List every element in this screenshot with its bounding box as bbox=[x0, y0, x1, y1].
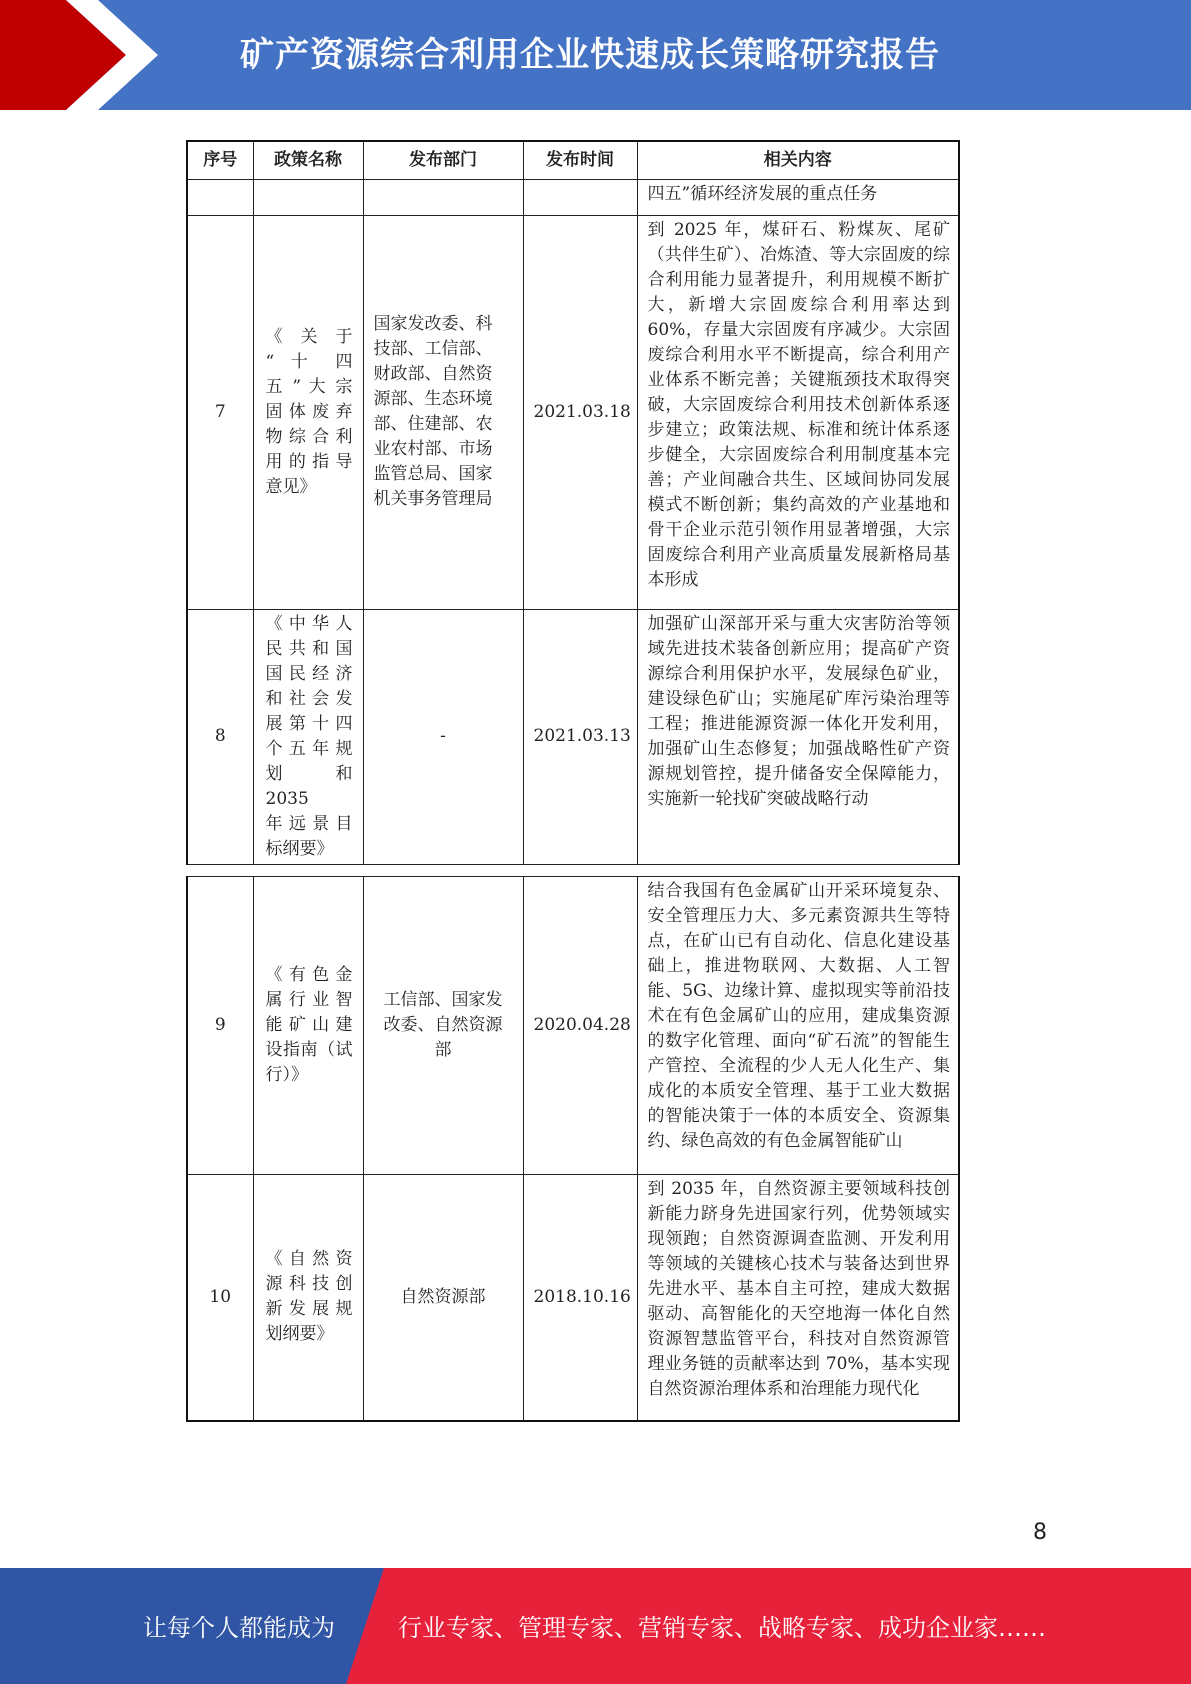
policy-name bbox=[253, 877, 363, 1175]
table-row bbox=[187, 1175, 959, 1421]
dept-line: 改委、自然资源 bbox=[383, 1015, 503, 1035]
policy-name-line: 个 五 年 规 bbox=[265, 738, 353, 759]
column-header-name: 政策名称 bbox=[253, 141, 363, 179]
dept-line: 业农村部、市场 bbox=[373, 439, 493, 459]
dept-line: 源部、生态环境 bbox=[373, 389, 493, 409]
column-header-date: 发布时间 bbox=[523, 141, 637, 179]
policy-name-line: 和 社 会 发 bbox=[265, 688, 353, 709]
policy-name bbox=[253, 215, 363, 609]
policy-name-line: 五 ” 大 宗 bbox=[265, 376, 353, 397]
page-footer bbox=[0, 1568, 1191, 1684]
policy-name-line: 标纲要》 bbox=[265, 838, 334, 859]
column-header-dept: 发布部门 bbox=[363, 141, 523, 179]
policy-name-line: 《 自 然 资 bbox=[265, 1249, 353, 1270]
footer-slogan-right: 行业专家、管理专家、营销专家、战略专家、成功企业家…… bbox=[398, 1614, 1046, 1642]
policy-name-line: 划纲要》 bbox=[265, 1324, 334, 1345]
policy-name-line: “ 十 四 bbox=[265, 351, 353, 372]
policy-name-line: 民 共 和 国 bbox=[265, 638, 353, 659]
policy-name-line: 展 第 十 四 bbox=[265, 713, 353, 734]
issuing-department bbox=[363, 609, 523, 864]
policy-name-line: 年 远 景 目 bbox=[265, 813, 353, 834]
table-header-row bbox=[187, 141, 959, 179]
table-row bbox=[187, 215, 959, 609]
policy-name-line: 设指南（试 bbox=[265, 1040, 353, 1060]
policy-name-line: 《 关 于 bbox=[265, 326, 353, 347]
policy-name-line: 新 发 展 规 bbox=[265, 1299, 353, 1320]
policy-name-line: 属 行 业 智 bbox=[265, 990, 353, 1010]
policy-table-part-2 bbox=[186, 876, 960, 1422]
policy-name bbox=[253, 609, 363, 864]
footer-slogan-left: 让每个人都能成为 bbox=[143, 1614, 335, 1642]
publish-date: 2018.10.16 bbox=[523, 1175, 637, 1421]
policy-name-line: 国 民 经 济 bbox=[265, 663, 353, 684]
policy-table-part-1 bbox=[186, 140, 960, 865]
table-row bbox=[187, 877, 959, 1175]
empty-cell bbox=[187, 179, 253, 215]
issuing-department bbox=[363, 877, 523, 1175]
policy-name-line: 源 科 技 创 bbox=[265, 1274, 353, 1295]
policy-name-line: 行）》 bbox=[265, 1065, 308, 1085]
row-no: 10 bbox=[187, 1175, 253, 1421]
page-number: 8 bbox=[1033, 1520, 1047, 1545]
policy-name-line: 划 和 2035 bbox=[265, 763, 353, 809]
policy-name-line: 《 中 华 人 bbox=[265, 613, 353, 634]
policy-name-line: 意见》 bbox=[265, 476, 317, 497]
dept-line: 部、住建部、农 bbox=[373, 414, 493, 434]
column-header-content: 相关内容 bbox=[637, 141, 959, 179]
dept-line: 机关事务管理局 bbox=[373, 489, 493, 509]
dept-line: 监管总局、国家 bbox=[373, 464, 493, 484]
empty-cell bbox=[523, 179, 637, 215]
dept-line: 工信部、国家发 bbox=[383, 990, 503, 1010]
related-content: 加强矿山深部开采与重大灾害防治等领域先进技术装备创新应用；提高矿产资源综合利用保护水平，发展绿色矿业，建设绿色矿山；实施尾矿库污染治理等工程；推进能源资源一体化开发利用，加强矿山生态修复；加强战略性矿产资源规划管控，提升储备安全保障能力，实施新一轮找矿突破战略行动 bbox=[637, 609, 959, 864]
empty-cell bbox=[253, 179, 363, 215]
dept-line: 技部、工信部、 bbox=[373, 339, 493, 359]
dept-line: 国家发改委、科 bbox=[373, 314, 493, 334]
page-header bbox=[0, 0, 1191, 110]
dept-line: 部 bbox=[434, 1040, 452, 1060]
row-no: 9 bbox=[187, 877, 253, 1175]
table-row bbox=[187, 609, 959, 864]
issuing-department bbox=[363, 215, 523, 609]
column-header-no: 序号 bbox=[187, 141, 253, 179]
row-no: 7 bbox=[187, 215, 253, 609]
empty-cell bbox=[363, 179, 523, 215]
publish-date: 2021.03.18 bbox=[523, 215, 637, 609]
related-content: 到 2025 年，煤矸石、粉煤灰、尾矿（共伴生矿）、冶炼渣、等大宗固废的综合利用能力显著提升，利用规模不断扩大，新增大宗固废综合利用率达到 60%，存量大宗固废有序减少。大宗固废综合利用水平不断提高，综合利用产业体系不断完善；关键瓶颈技术取得突破，大宗固废综合利用技术创新体系逐步建立；政策法规、标准和统计体系逐步健全，大宗固废综合利用制度基本完善；产业间融合共生、区域间协同发展模式不断创新；集约高效的产业基地和骨干企业示范引领作用显著增强，大宗固废综合利用产业高质量发展新格局基本形成 bbox=[637, 215, 959, 609]
policy-name-line: 物 综 合 利 bbox=[265, 426, 353, 447]
related-content: 到 2035 年，自然资源主要领域科技创新能力跻身先进国家行列，优势领域实现领跑；自然资源调查监测、开发利用等领域的关键核心技术与装备达到世界先进水平、基本自主可控，建成大数据驱动、高智能化的天空地海一体化自然资源智慧监管平台，科技对自然资源管理业务链的贡献率达到 70%，基本实现自然资源治理体系和治理能力现代化 bbox=[637, 1175, 959, 1421]
issuing-department bbox=[363, 1175, 523, 1421]
table-row-continuation bbox=[187, 179, 959, 215]
policy-name bbox=[253, 1175, 363, 1421]
dept-line: 财政部、自然资 bbox=[373, 364, 493, 384]
policy-name-line: 《 有 色 金 bbox=[265, 965, 353, 985]
dept-line: 自然资源部 bbox=[400, 1286, 486, 1307]
row-no: 8 bbox=[187, 609, 253, 864]
report-title: 矿产资源综合利用企业快速成长策略研究报告 bbox=[240, 35, 940, 75]
publish-date: 2020.04.28 bbox=[523, 877, 637, 1175]
policy-name-line: 用 的 指 导 bbox=[265, 451, 353, 472]
related-content: 结合我国有色金属矿山开采环境复杂、安全管理压力大、多元素资源共生等特点，在矿山已有自动化、信息化建设基础上，推进物联网、大数据、人工智能、5G、边缘计算、虚拟现实等前沿技术在有色金属矿山的应用，建成集资源的数字化管理、面向“矿石流”的智能生产管控、全流程的少人无人化生产、集成化的本质安全管理、基于工业大数据的智能决策于一体的本质安全、资源集约、绿色高效的有色金属智能矿山 bbox=[637, 877, 959, 1175]
publish-date: 2021.03.13 bbox=[523, 609, 637, 864]
dept-line: - bbox=[440, 726, 446, 746]
continuation-content: 四五”循环经济发展的重点任务 bbox=[637, 179, 959, 215]
policy-name-line: 能 矿 山 建 bbox=[265, 1015, 353, 1035]
policy-name-line: 固 体 废 弃 bbox=[265, 401, 353, 422]
